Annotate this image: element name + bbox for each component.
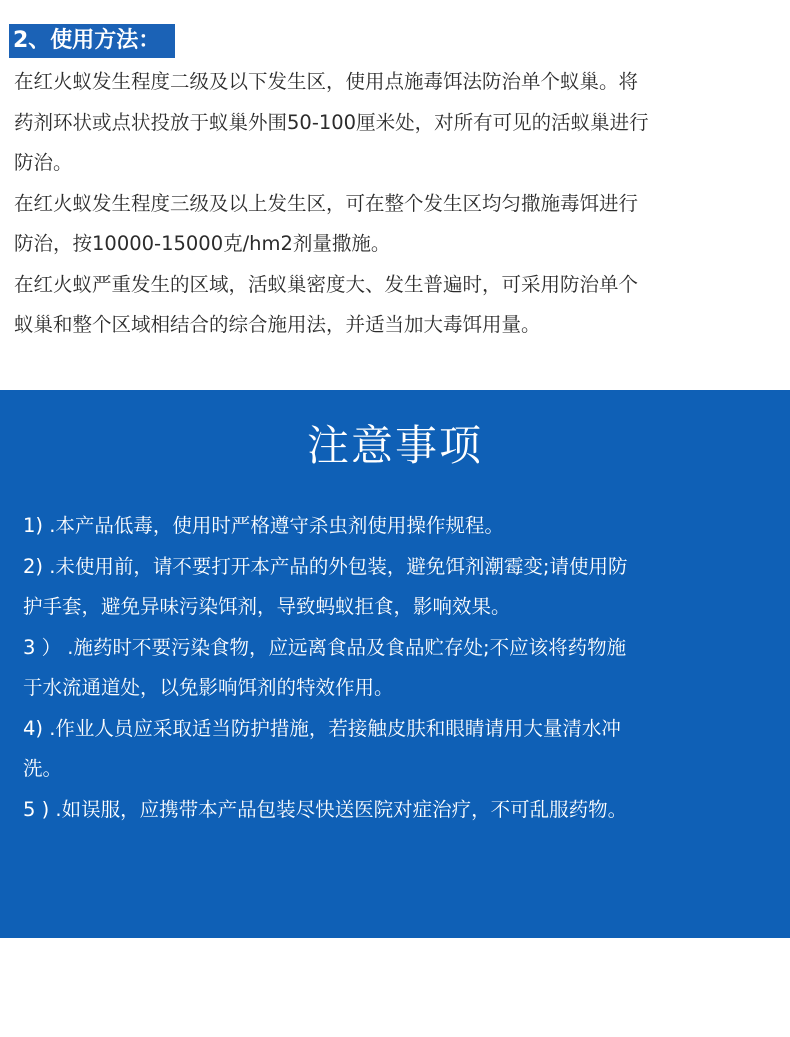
notice-section xyxy=(0,390,790,938)
usage-line: 在红火蚁发生程度二级及以下发生区，使用点施毒饵法防治单个蚁巢。将 xyxy=(14,70,639,93)
notice-line: 2) .未使用前，请不要打开本产品的外包装，避免饵剂潮霉变;请使用防 xyxy=(23,554,628,578)
usage-method-heading: 2、使用方法： xyxy=(9,24,175,58)
usage-line: 蚁巢和整个区域相结合的综合施用法，并适当加大毒饵用量。 xyxy=(14,313,541,336)
notice-line: 于水流通道处，以免影响饵剂的特效作用。 xyxy=(23,676,394,699)
notice-line: 1) .本产品低毒，使用时严格遵守杀虫剂使用操作规程。 xyxy=(23,514,504,537)
usage-line: 防治，按10000-15000克/hm2剂量撒施。 xyxy=(14,232,391,255)
notice-title: 注意事项 xyxy=(306,421,483,470)
usage-method-body xyxy=(14,62,780,346)
usage-line: 在红火蚁严重发生的区域，活蚁巢密度大、发生普遍时，可采用防治单个 xyxy=(14,272,639,296)
notice-line: 4) .作业人员应采取适当防护措施，若接触皮肤和眼睛请用大量清水冲 xyxy=(23,716,621,740)
notice-list xyxy=(23,506,775,830)
usage-method-section xyxy=(0,0,790,390)
notice-line: 洗。 xyxy=(23,757,63,780)
notice-line: 5 ) .如误服，应携带本产品包装尽快送医院对症治疗，不可乱服药物。 xyxy=(23,797,628,821)
usage-line: 在红火蚁发生程度三级及以上发生区，可在整个发生区均匀撒施毒饵进行 xyxy=(14,191,639,215)
usage-line: 药剂环状或点状投放于蚁巢外围50-100厘米处，对所有可见的活蚁巢进行 xyxy=(14,110,649,134)
notice-line: 护手套，避免异味污染饵剂，导致蚂蚁拒食，影响效果。 xyxy=(23,595,511,618)
notice-line: 3 ） .施药时不要污染食物，应远离食品及食品贮存处;不应该将药物施 xyxy=(23,635,627,659)
usage-line: 防治。 xyxy=(14,151,73,174)
